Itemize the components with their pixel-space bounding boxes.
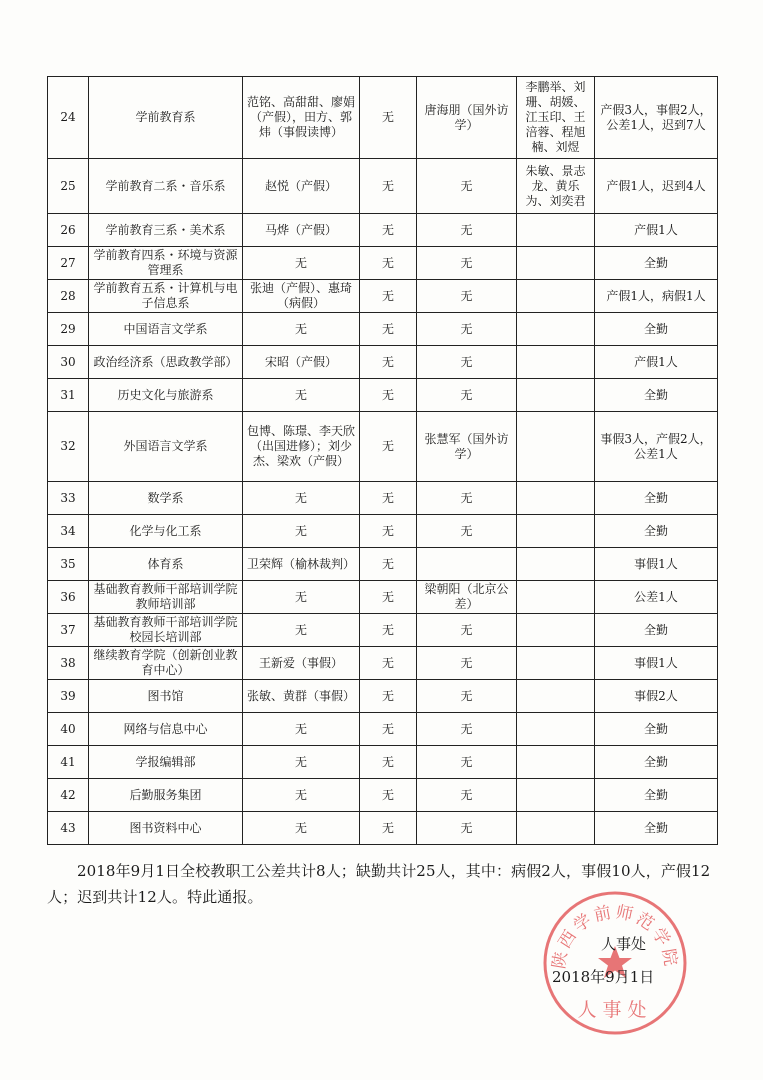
late-cell [517, 746, 595, 779]
absence-cell: 无 [360, 515, 417, 548]
leave-cell: 无 [243, 746, 360, 779]
summary-cell: 全勤 [595, 313, 718, 346]
summary-paragraph: 2018年9月1日全校教职工公差共计8人；缺勤共计25人，其中：病假2人，事假10人，产假12人；迟到共计12人。特此通报。 [47, 862, 711, 906]
absence-cell: 无 [360, 779, 417, 812]
leave-cell: 无 [243, 614, 360, 647]
department-cell: 学前教育五系・计算机与电子信息系 [89, 280, 243, 313]
business-trip-cell: 无 [417, 614, 517, 647]
department-cell: 后勤服务集团 [89, 779, 243, 812]
leave-cell: 王新爱（事假） [243, 647, 360, 680]
absence-cell: 无 [360, 214, 417, 247]
summary-cell: 产假3人，事假2人，公差1人，迟到7人 [595, 77, 718, 159]
department-cell: 化学与化工系 [89, 515, 243, 548]
department-cell: 学前教育二系・音乐系 [89, 159, 243, 214]
absence-cell: 无 [360, 713, 417, 746]
table-row [48, 280, 718, 313]
leave-cell: 包博、陈璟、李天欣（出国进修）；刘少杰、梁欢（产假） [243, 412, 360, 482]
leave-cell: 无 [243, 713, 360, 746]
business-trip-cell: 无 [417, 713, 517, 746]
summary-cell: 全勤 [595, 746, 718, 779]
absence-cell: 无 [360, 346, 417, 379]
row-number: 41 [48, 746, 89, 779]
row-number: 30 [48, 346, 89, 379]
summary-cell: 全勤 [595, 614, 718, 647]
business-trip-cell: 唐海朋（国外访学） [417, 77, 517, 159]
late-cell [517, 779, 595, 812]
absence-cell: 无 [360, 482, 417, 515]
late-cell [517, 680, 595, 713]
attendance-table [47, 76, 718, 845]
department-cell: 继续教育学院（创新创业教育中心） [89, 647, 243, 680]
late-cell [517, 247, 595, 280]
summary-cell: 事假1人 [595, 647, 718, 680]
department-cell: 学报编辑部 [89, 746, 243, 779]
row-number: 40 [48, 713, 89, 746]
table-row [48, 379, 718, 412]
row-number: 28 [48, 280, 89, 313]
business-trip-cell: 无 [417, 812, 517, 845]
summary-cell: 事假1人 [595, 548, 718, 581]
table-row [48, 412, 718, 482]
summary-cell: 全勤 [595, 779, 718, 812]
absence-cell: 无 [360, 548, 417, 581]
department-cell: 图书馆 [89, 680, 243, 713]
row-number: 31 [48, 379, 89, 412]
absence-cell: 无 [360, 746, 417, 779]
leave-cell: 无 [243, 247, 360, 280]
attendance-table-body [48, 77, 718, 845]
row-number: 35 [48, 548, 89, 581]
business-trip-cell [417, 548, 517, 581]
department-cell: 历史文化与旅游系 [89, 379, 243, 412]
department-cell: 政治经济系（思政教学部） [89, 346, 243, 379]
table-row [48, 313, 718, 346]
summary-cell: 全勤 [595, 515, 718, 548]
table-row [48, 779, 718, 812]
leave-cell: 张敏、黄群（事假） [243, 680, 360, 713]
late-cell [517, 379, 595, 412]
leave-cell: 无 [243, 779, 360, 812]
row-number: 38 [48, 647, 89, 680]
row-number: 42 [48, 779, 89, 812]
row-number: 39 [48, 680, 89, 713]
absence-cell: 无 [360, 77, 417, 159]
table-row [48, 77, 718, 159]
late-cell: 朱敏、景志龙、黄乐为、刘奕君 [517, 159, 595, 214]
summary-cell: 全勤 [595, 812, 718, 845]
business-trip-cell: 张慧军（国外访学） [417, 412, 517, 482]
late-cell [517, 581, 595, 614]
table-row [48, 746, 718, 779]
absence-cell: 无 [360, 812, 417, 845]
leave-cell: 张迪（产假）、惠琦（病假） [243, 280, 360, 313]
leave-cell: 无 [243, 812, 360, 845]
summary-cell: 公差1人 [595, 581, 718, 614]
seal-bottom-text: 人事处 [577, 999, 653, 1021]
signature-date: 2018年9月1日 [552, 968, 655, 986]
business-trip-cell: 无 [417, 159, 517, 214]
table-row [48, 614, 718, 647]
leave-cell: 卫荣辉（榆林裁判） [243, 548, 360, 581]
row-number: 29 [48, 313, 89, 346]
department-cell: 网络与信息中心 [89, 713, 243, 746]
row-number: 37 [48, 614, 89, 647]
late-cell [517, 812, 595, 845]
leave-cell: 无 [243, 379, 360, 412]
table-row [48, 214, 718, 247]
department-cell: 学前教育四系・环境与资源管理系 [89, 247, 243, 280]
absence-cell: 无 [360, 247, 417, 280]
late-cell [517, 614, 595, 647]
seal-arc-text: 陕西学前师范学院 [549, 902, 681, 971]
summary-cell: 事假3人，产假2人，公差1人 [595, 412, 718, 482]
table-row [48, 812, 718, 845]
issuing-office: 人事处 [601, 935, 647, 953]
summary-cell: 全勤 [595, 379, 718, 412]
table-row [48, 647, 718, 680]
table-row [48, 713, 718, 746]
absence-cell: 无 [360, 313, 417, 346]
table-row [48, 346, 718, 379]
business-trip-cell: 无 [417, 313, 517, 346]
leave-cell: 范铭、高甜甜、廖娟（产假），田方、郭炜（事假读博） [243, 77, 360, 159]
department-cell: 学前教育系 [89, 77, 243, 159]
leave-cell: 宋昭（产假） [243, 346, 360, 379]
late-cell [517, 346, 595, 379]
summary-cell: 全勤 [595, 713, 718, 746]
business-trip-cell: 无 [417, 247, 517, 280]
late-cell [517, 713, 595, 746]
business-trip-cell: 无 [417, 647, 517, 680]
row-number: 32 [48, 412, 89, 482]
department-cell: 中国语言文学系 [89, 313, 243, 346]
table-row [48, 680, 718, 713]
leave-cell: 无 [243, 515, 360, 548]
row-number: 24 [48, 77, 89, 159]
table-row [48, 482, 718, 515]
late-cell [517, 515, 595, 548]
summary-cell: 产假1人 [595, 214, 718, 247]
business-trip-cell: 无 [417, 214, 517, 247]
business-trip-cell: 梁朝阳（北京公差） [417, 581, 517, 614]
row-number: 33 [48, 482, 89, 515]
business-trip-cell: 无 [417, 515, 517, 548]
late-cell [517, 313, 595, 346]
absence-cell: 无 [360, 412, 417, 482]
business-trip-cell: 无 [417, 280, 517, 313]
row-number: 27 [48, 247, 89, 280]
business-trip-cell: 无 [417, 779, 517, 812]
department-cell: 图书资料中心 [89, 812, 243, 845]
row-number: 36 [48, 581, 89, 614]
late-cell [517, 548, 595, 581]
leave-cell: 赵悦（产假） [243, 159, 360, 214]
absence-cell: 无 [360, 614, 417, 647]
leave-cell: 无 [243, 313, 360, 346]
business-trip-cell: 无 [417, 346, 517, 379]
row-number: 25 [48, 159, 89, 214]
business-trip-cell: 无 [417, 379, 517, 412]
department-cell: 基础教育教师干部培训学院校园长培训部 [89, 614, 243, 647]
late-cell [517, 412, 595, 482]
summary-cell: 产假1人 [595, 346, 718, 379]
business-trip-cell: 无 [417, 482, 517, 515]
department-cell: 数学系 [89, 482, 243, 515]
absence-cell: 无 [360, 680, 417, 713]
official-seal [540, 888, 690, 1038]
department-cell: 学前教育三系・美术系 [89, 214, 243, 247]
absence-cell: 无 [360, 159, 417, 214]
late-cell: 李鹏举、刘珊、胡媛、江玉印、王涪蓉、程旭楠、刘煜 [517, 77, 595, 159]
business-trip-cell: 无 [417, 746, 517, 779]
absence-cell: 无 [360, 379, 417, 412]
table-row [48, 247, 718, 280]
department-cell: 体育系 [89, 548, 243, 581]
table-row [48, 581, 718, 614]
summary-cell: 全勤 [595, 247, 718, 280]
table-row [48, 515, 718, 548]
leave-cell: 无 [243, 581, 360, 614]
summary-cell: 产假1人，迟到4人 [595, 159, 718, 214]
table-row [48, 548, 718, 581]
late-cell [517, 280, 595, 313]
absence-cell: 无 [360, 280, 417, 313]
row-number: 43 [48, 812, 89, 845]
absence-cell: 无 [360, 647, 417, 680]
leave-cell: 无 [243, 482, 360, 515]
summary-cell: 产假1人，病假1人 [595, 280, 718, 313]
row-number: 26 [48, 214, 89, 247]
absence-cell: 无 [360, 581, 417, 614]
summary-cell: 事假2人 [595, 680, 718, 713]
leave-cell: 马烨（产假） [243, 214, 360, 247]
late-cell [517, 214, 595, 247]
table-row [48, 159, 718, 214]
business-trip-cell: 无 [417, 680, 517, 713]
summary-cell: 全勤 [595, 482, 718, 515]
row-number: 34 [48, 515, 89, 548]
department-cell: 基础教育教师干部培训学院教师培训部 [89, 581, 243, 614]
late-cell [517, 482, 595, 515]
department-cell: 外国语言文学系 [89, 412, 243, 482]
late-cell [517, 647, 595, 680]
